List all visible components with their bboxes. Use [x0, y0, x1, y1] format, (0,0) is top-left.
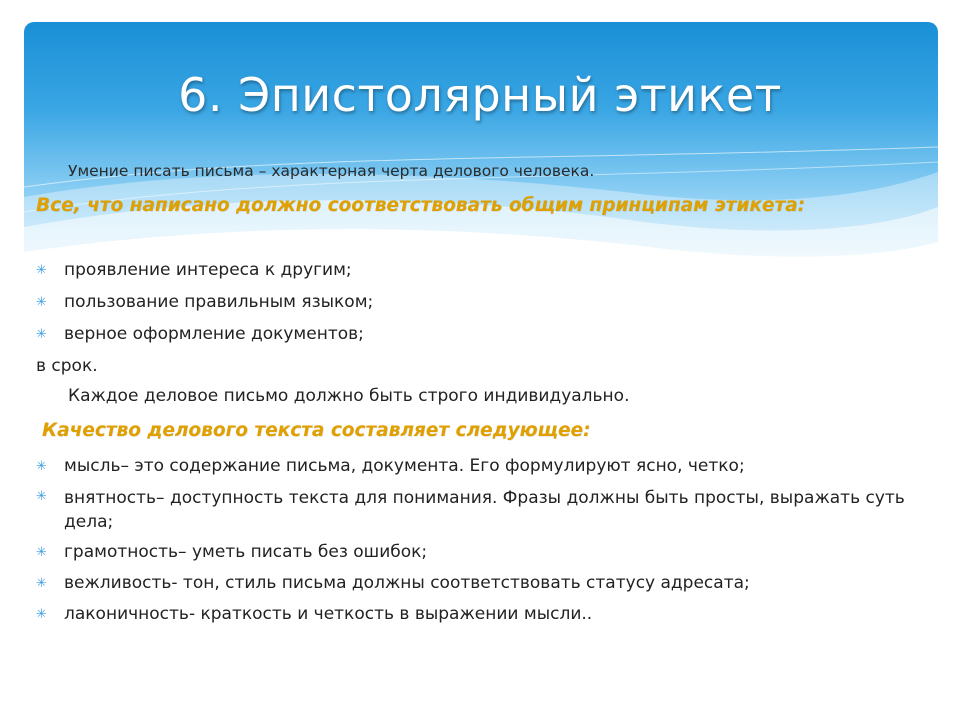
- star-bullet-icon: ✳: [36, 459, 47, 474]
- star-bullet-icon: ✳: [36, 489, 47, 504]
- list-item: ✳ лаконичность- краткость и четкость в выражении мысли..: [36, 604, 593, 624]
- star-bullet-icon: ✳: [36, 295, 47, 310]
- star-bullet-icon: ✳: [36, 545, 47, 560]
- intro-text: Умение писать письма – характерная черта делового человека.: [68, 162, 595, 180]
- list-item: ✳ проявление интереса к другим;: [36, 260, 352, 280]
- star-bullet-icon: ✳: [36, 263, 47, 278]
- list-item: ✳ внятность– доступность текста для понимания. Фразы должны быть просты, выражать суть дела;: [36, 488, 905, 532]
- slide-title: 6. Эпистолярный этикет: [178, 68, 782, 122]
- star-bullet-icon: ✳: [36, 607, 47, 622]
- star-bullet-icon: ✳: [36, 327, 47, 342]
- section-heading-2: Качество делового текста составляет следующее:: [42, 420, 591, 441]
- list-item: ✳ грамотность– уметь писать без ошибок;: [36, 542, 428, 562]
- plain-text: в срок.: [36, 356, 98, 376]
- list-item: ✳ пользование правильным языком;: [36, 292, 374, 312]
- list-item: ✳ верное оформление документов;: [36, 324, 364, 344]
- star-bullet-icon: ✳: [36, 576, 47, 591]
- header-banner: [24, 22, 938, 272]
- list-item: ✳ мысль– это содержание письма, документа. Его формулируют ясно, четко;: [36, 456, 745, 476]
- list-item: ✳ вежливость- тон, стиль письма должны соответствовать статусу адресата;: [36, 573, 750, 593]
- wave-decoration: [24, 22, 938, 272]
- plain-text: Каждое деловое письмо должно быть строго индивидуально.: [68, 386, 630, 406]
- section-heading-1: Все, что написано должно соответствовать общим принципам этикета:: [36, 195, 806, 216]
